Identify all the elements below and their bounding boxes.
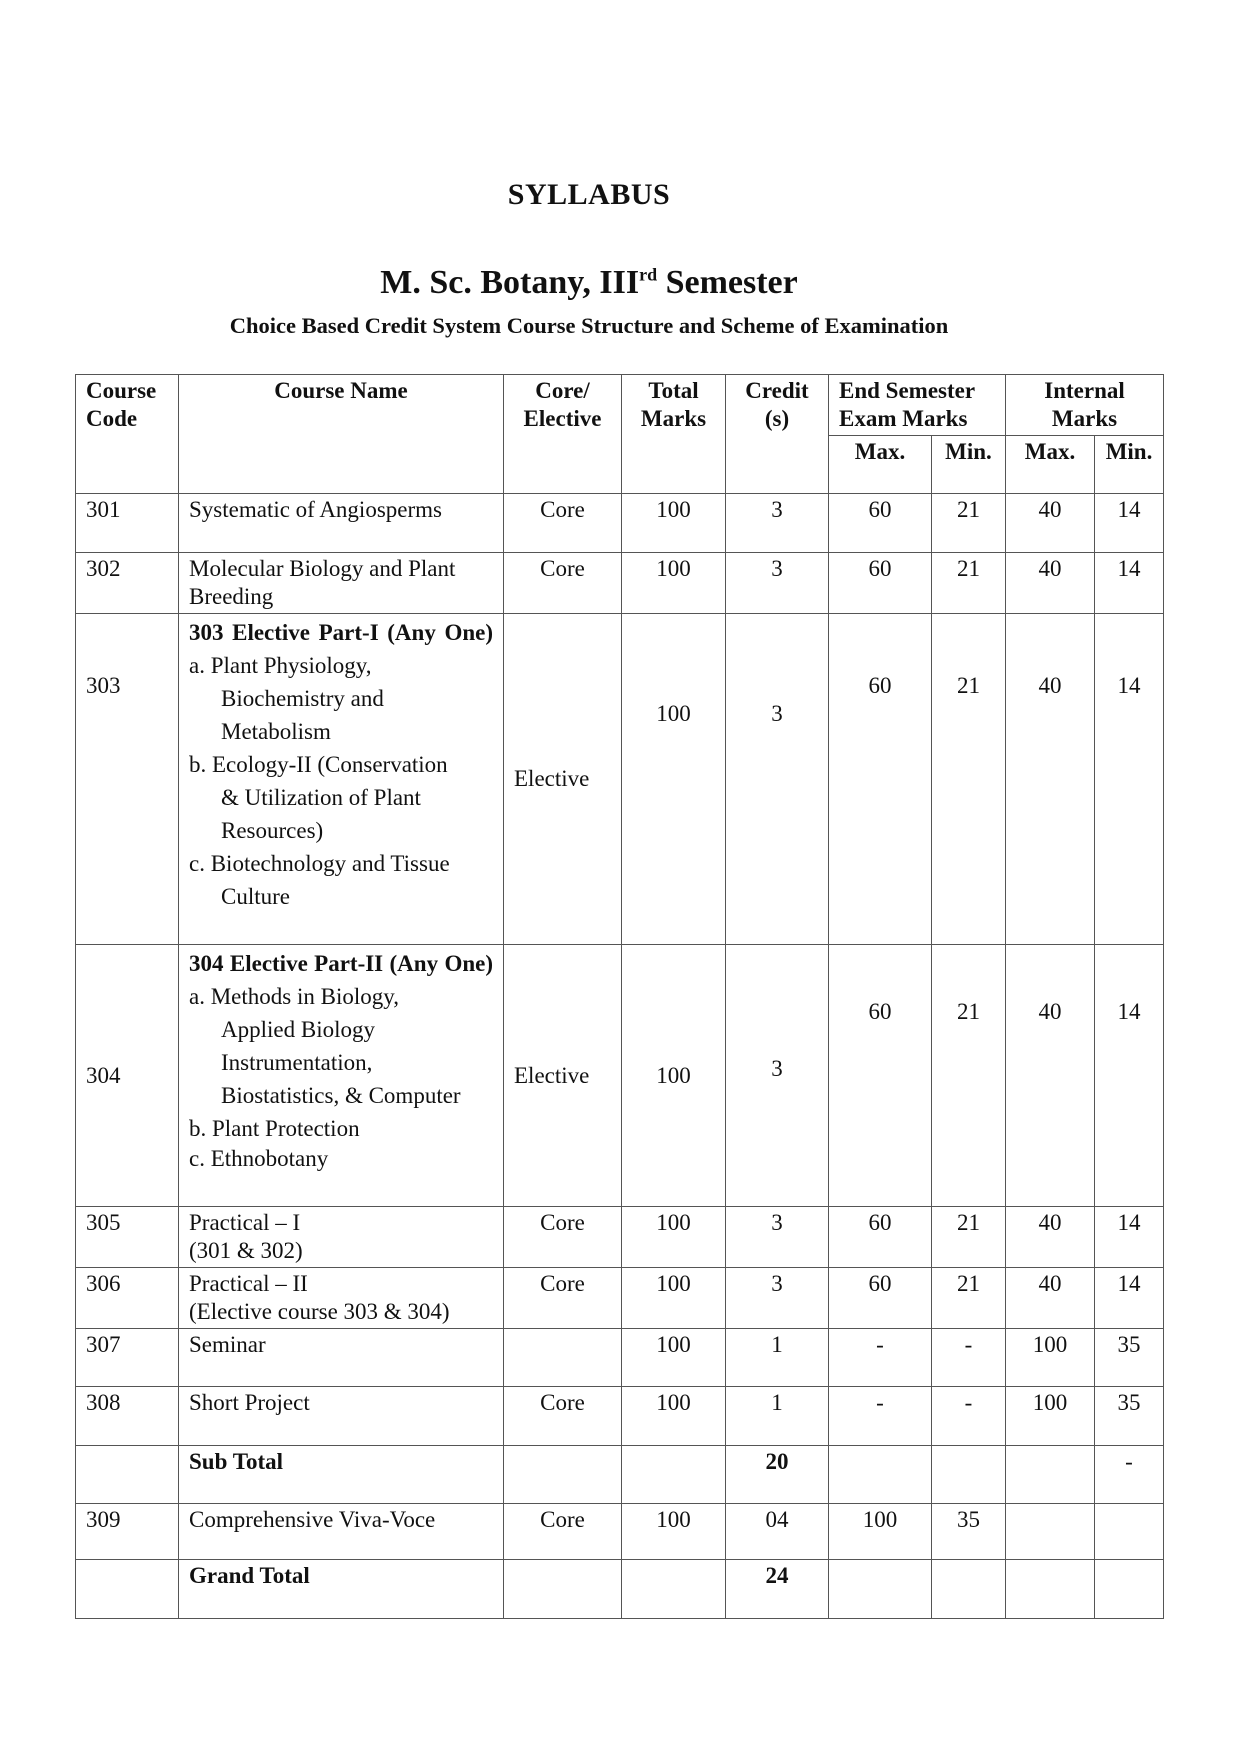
course-name: Seminar [179,1329,504,1387]
internal-min [1095,1560,1164,1619]
internal-min: 14 [1095,1268,1164,1329]
table-row [76,1504,1164,1560]
table-row [76,1329,1164,1387]
table-row [76,1387,1164,1446]
credits: 3 [726,614,829,945]
internal-max: 40 [1006,945,1095,1207]
header-end-max: Max. [829,436,932,494]
course-type: Core [504,553,622,614]
grandtotal-label: Grand Total [179,1560,504,1619]
course-type: Core [504,1504,622,1560]
table-row [76,494,1164,553]
header-internal: Internal Marks [1006,375,1164,436]
option-line: c. Biotechnology and Tissue [189,851,450,876]
option-line: Biochemistry and [221,686,384,711]
end-min: - [932,1329,1006,1387]
end-min: 21 [932,1207,1006,1268]
internal-max: 100 [1006,1329,1095,1387]
scheme-subtitle: Choice Based Credit System Course Structure and Scheme of Examination [229,313,949,338]
header-total-marks: Total Marks [622,375,726,494]
course-name-line: (301 & 302) [189,1238,303,1263]
credits: 3 [726,1207,829,1268]
internal-min: 14 [1095,945,1164,1207]
course-code: 302 [76,553,179,614]
elective-title: 303 Elective Part-I (Any One) [189,620,493,645]
option-line: Applied Biology [221,1017,375,1042]
course-title [0,264,1178,302]
total-marks: 100 [622,614,726,945]
total-marks: 100 [622,1504,726,1560]
header-course-name: Course Name [179,375,504,494]
header-internal-max: Max. [1006,436,1095,494]
internal-max [1006,1446,1095,1504]
course-title-main: M. Sc. Botany, III [380,264,640,301]
course-title-superscript: rd [639,264,658,285]
course-name [179,1268,504,1329]
end-max [829,1446,932,1504]
internal-max: 40 [1006,1207,1095,1268]
elective-title: 304 Elective Part-II (Any One) [189,951,493,976]
internal-min: 14 [1095,1207,1164,1268]
course-code: 307 [76,1329,179,1387]
end-max: 60 [829,945,932,1207]
course-name-line: Practical – II [189,1271,308,1296]
internal-min: 35 [1095,1329,1164,1387]
end-min: 35 [932,1504,1006,1560]
end-min: 21 [932,1268,1006,1329]
course-code [76,1560,179,1619]
internal-min: 14 [1095,553,1164,614]
course-code: 304 [76,945,179,1207]
option-line: b. Plant Protection [189,1116,360,1141]
total-marks: 100 [622,553,726,614]
course-type [504,1446,622,1504]
course-name: Systematic of Angiosperms [179,494,504,553]
course-name [179,1207,504,1268]
end-max: 100 [829,1504,932,1560]
header-credits: Credit (s) [726,375,829,494]
end-max: - [829,1329,932,1387]
total-marks: 100 [622,1387,726,1446]
subtotal-credits: 20 [726,1446,829,1504]
course-title-tail: Semester [657,264,798,301]
course-type: Elective [504,945,622,1207]
credits: 3 [726,553,829,614]
credits: 1 [726,1329,829,1387]
option-line: Culture [221,884,290,909]
course-code: 308 [76,1387,179,1446]
end-max: 60 [829,553,932,614]
option-line: a. Methods in Biology, [189,984,399,1009]
credits: 1 [726,1387,829,1446]
option-line: Instrumentation, [221,1050,373,1075]
course-name-line: (Elective course 303 & 304) [189,1299,450,1324]
header-end-semester: End Semester Exam Marks [829,375,1006,436]
table-row [76,614,1164,945]
subtotal-label: Sub Total [179,1446,504,1504]
course-name-line: Practical – I [189,1210,301,1235]
table-row [76,553,1164,614]
end-min: - [932,1387,1006,1446]
course-name: Molecular Biology and Plant Breeding [179,553,504,614]
total-marks: 100 [622,945,726,1207]
internal-max [1006,1504,1095,1560]
course-type: Core [504,494,622,553]
end-min [932,1446,1006,1504]
course-code: 309 [76,1504,179,1560]
course-type: Core [504,1207,622,1268]
course-type [504,1329,622,1387]
course-type: Core [504,1387,622,1446]
table-row [76,1207,1164,1268]
total-marks: 100 [622,1268,726,1329]
course-name: Comprehensive Viva-Voce [179,1504,504,1560]
grandtotal-credits: 24 [726,1560,829,1619]
internal-max: 40 [1006,614,1095,945]
internal-min: - [1095,1446,1164,1504]
course-type: Core [504,1268,622,1329]
end-min: 21 [932,553,1006,614]
total-marks [622,1446,726,1504]
total-marks: 100 [622,494,726,553]
course-code: 303 [76,614,179,945]
internal-min: 14 [1095,494,1164,553]
option-line: Metabolism [221,719,331,744]
credits: 3 [726,945,829,1207]
internal-max: 40 [1006,1268,1095,1329]
end-min: 21 [932,945,1006,1207]
end-min [932,1560,1006,1619]
end-max: 60 [829,1268,932,1329]
course-code: 301 [76,494,179,553]
header-end-min: Min. [932,436,1006,494]
credits: 04 [726,1504,829,1560]
end-min: 21 [932,494,1006,553]
internal-min: 14 [1095,614,1164,945]
course-type [504,1560,622,1619]
end-max: - [829,1387,932,1446]
total-marks: 100 [622,1329,726,1387]
course-name [179,945,504,1207]
table-row [76,945,1164,1207]
total-marks [622,1560,726,1619]
course-code: 306 [76,1268,179,1329]
option-line: b. Ecology-II (Conservation [189,752,448,777]
option-line: Biostatistics, & Computer [221,1083,461,1108]
total-marks: 100 [622,1207,726,1268]
course-name: Short Project [179,1387,504,1446]
header-course-code: Course Code [76,375,179,494]
end-min: 21 [932,614,1006,945]
option-line: Resources) [221,818,324,843]
subtotal-row [76,1446,1164,1504]
internal-max [1006,1560,1095,1619]
option-line: & Utilization of Plant [221,785,421,810]
header-core-elective: Core/ Elective [504,375,622,494]
course-type: Elective [504,614,622,945]
course-code: 305 [76,1207,179,1268]
end-max: 60 [829,614,932,945]
option-line: a. Plant Physiology, [189,653,372,678]
course-name [179,614,504,945]
grandtotal-row [76,1560,1164,1619]
internal-max: 40 [1006,553,1095,614]
syllabus-table [75,374,1164,1619]
option-line: c. Ethnobotany [189,1146,329,1171]
table-row [76,1268,1164,1329]
course-code [76,1446,179,1504]
internal-min [1095,1504,1164,1560]
header-internal-min: Min. [1095,436,1164,494]
end-max [829,1560,932,1619]
header-row [76,375,1164,436]
credits: 3 [726,494,829,553]
end-max: 60 [829,494,932,553]
end-max: 60 [829,1207,932,1268]
internal-max: 40 [1006,494,1095,553]
page-heading: SYLLABUS [507,178,671,211]
credits: 3 [726,1268,829,1329]
internal-min: 35 [1095,1387,1164,1446]
internal-max: 100 [1006,1387,1095,1446]
